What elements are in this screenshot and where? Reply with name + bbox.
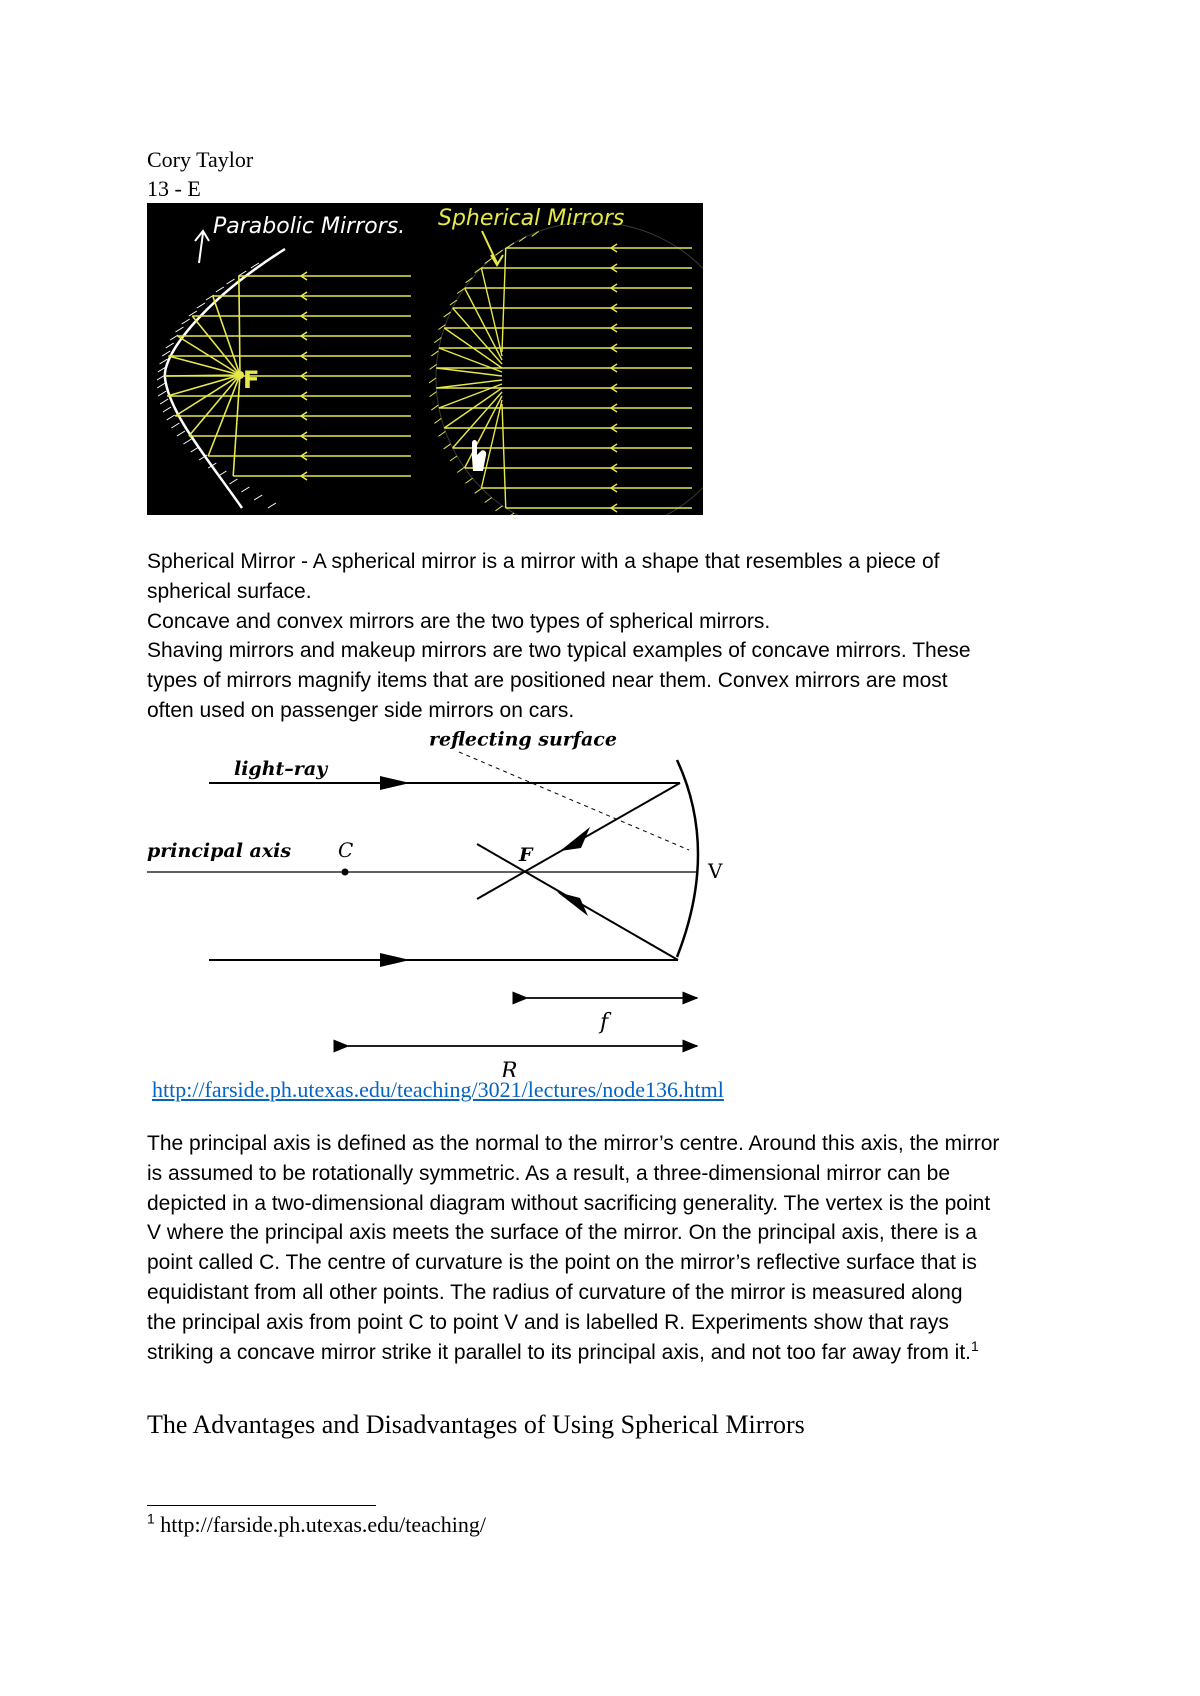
parabolic-reflected-ray — [239, 276, 240, 375]
reflecting-surface-label: reflecting surface — [429, 728, 617, 751]
intro-line: often used on passenger side mirrors on cars. — [147, 698, 575, 722]
body-line: equidistant from all other points. The radius of curvature of the mirror is measured along — [147, 1280, 963, 1304]
principal-axis-paragraph — [147, 1129, 1087, 1367]
principal-axis-label: principal axis — [147, 840, 292, 862]
point-f-label: F — [519, 844, 533, 866]
body-line-text: striking a concave mirror strike it parallel to its principal axis, and not too far away from it. — [147, 1340, 971, 1364]
body-line: is assumed to be rotationally symmetric. As a result, a three-dimensional mirror can be — [147, 1161, 950, 1185]
body-line — [147, 1338, 1087, 1368]
body-line: V where the principal axis meets the surface of the mirror. On the principal axis, there is a — [147, 1221, 977, 1245]
concave-mirror-diagram — [147, 727, 747, 1077]
section-heading: The Advantages and Disadvantages of Using Spherical Mirrors — [147, 1410, 805, 1439]
parabolic-mirror-label: Parabolic Mirrors. — [213, 214, 406, 239]
intro-line: types of mirrors magnify items that are positioned near them. Convex mirrors are most — [147, 669, 948, 693]
parabolic-focus-label: F — [243, 366, 260, 394]
ray-arrow-icon — [380, 953, 410, 967]
source-link[interactable]: http://farside.ph.utexas.edu/teaching/3021/lectures/node136.html — [152, 1077, 724, 1102]
footnote-reference[interactable]: 1 — [970, 1337, 979, 1354]
point-c-label: C — [338, 838, 354, 862]
body-line: The principal axis is defined as the normal to the mirror’s centre. Around this axis, the mirror — [147, 1132, 1000, 1155]
intro-line: spherical surface. — [147, 579, 312, 603]
radius-label: R — [501, 1059, 518, 1077]
spherical-mirror-label: Spherical Mirrors — [438, 206, 625, 231]
footnote-number: 1 — [147, 1510, 155, 1527]
parabolic-reflected-ray — [165, 375, 240, 376]
focal-length-label: f — [600, 1010, 609, 1035]
footnote-text: http://farside.ph.utexas.edu/teaching/ — [160, 1512, 486, 1537]
light-ray-label: light–ray — [234, 758, 328, 780]
intro-line: Spherical Mirror - A spherical mirror is a mirror with a shape that resembles a piece of — [147, 550, 940, 573]
vertex-v-label: V — [708, 859, 723, 883]
author-name: Cory Taylor — [147, 147, 254, 172]
ray-arrow-icon — [380, 776, 410, 790]
intro-paragraph — [147, 547, 1087, 726]
footnote-separator — [147, 1505, 376, 1506]
reflecting-surface-pointer — [459, 752, 689, 850]
mirrors-comparison-image — [147, 203, 703, 515]
intro-line: Concave and convex mirrors are the two types of spherical mirrors. — [147, 609, 771, 633]
body-line: point called C. The centre of curvature is the point on the mirror’s reflective surface that is — [147, 1251, 977, 1275]
body-line: the principal axis from point C to point V and is labelled R. Experiments show that rays — [147, 1310, 949, 1334]
intro-line: Shaving mirrors and makeup mirrors are two typical examples of concave mirrors. These — [147, 639, 971, 663]
ray-arrow-icon — [557, 892, 588, 916]
center-of-curvature-point — [342, 869, 349, 876]
body-line: depicted in a two-dimensional diagram without sacrificing generality. The vertex is the point — [147, 1191, 991, 1215]
ray-arrow-icon — [560, 827, 590, 851]
concave-mirror-surface — [677, 760, 698, 957]
class-label: 13 - E — [147, 176, 201, 201]
footnote — [147, 1512, 486, 1538]
